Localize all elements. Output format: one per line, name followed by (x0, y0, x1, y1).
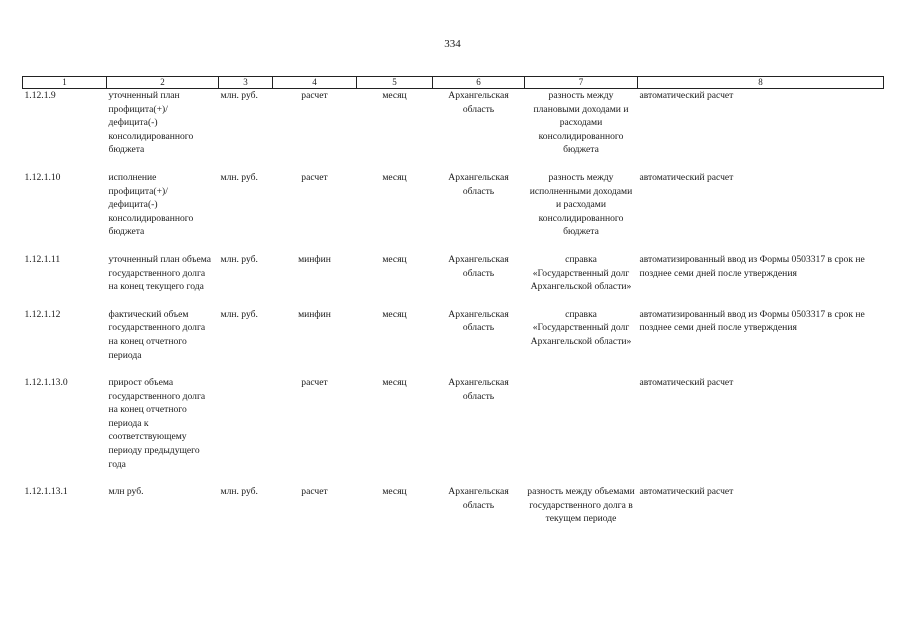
column-number-header: 1 (23, 77, 107, 89)
indicator-period: месяц (382, 308, 407, 320)
indicator-name: млн руб. (108, 486, 144, 498)
indicator-basis: справка «Государственный долг Архангельской области» (530, 308, 632, 347)
indicator-territory: Архангельская область (448, 308, 509, 334)
indicator-unit: млн. руб. (220, 308, 258, 320)
indicator-source: минфин (298, 308, 331, 320)
indicator-code: 1.12.1.13.1 (24, 486, 68, 498)
table-row (23, 485, 884, 526)
column-number-header: 8 (638, 77, 884, 89)
indicator-basis: разность между исполненными доходами и расходами консолидированного бюджета (529, 171, 633, 238)
table-row (23, 253, 884, 294)
indicator-basis (525, 376, 638, 471)
indicator-unit: млн. руб. (220, 486, 258, 498)
indicator-name: исполнение профицита(+)/ дефицита(-) консолидированного бюджета (108, 171, 194, 238)
indicator-name: прирост объема государственного долга на конец отчетного периода к соответствующему периоду предыдущего года (108, 377, 206, 470)
indicator-name: уточненный план объема государственного долга на конец текущего года (108, 253, 212, 293)
indicator-code: 1.12.1.10 (24, 171, 61, 183)
indicator-period: месяц (382, 377, 407, 389)
indicator-period: месяц (382, 90, 407, 101)
indicator-name: уточненный план профицита(+)/ дефицита(-) консолидированного бюджета (108, 90, 194, 156)
indicator-unit: млн. руб. (220, 90, 258, 101)
indicator-territory: Архангельская область (448, 171, 509, 197)
table-row (23, 308, 884, 362)
indicator-code: 1.12.1.12 (24, 308, 61, 320)
indicator-name: фактический объем государственного долга на конец отчетного периода (108, 308, 206, 361)
column-number-header: 3 (219, 77, 273, 89)
indicator-territory: Архангельская область (448, 377, 509, 402)
indicator-territory: Архангельская область (448, 486, 509, 511)
indicator-basis: справка «Государственный долг Архангельской области» (530, 253, 632, 293)
indicator-unit (219, 376, 273, 471)
indicator-source: расчет (301, 486, 328, 498)
indicator-method: автоматический расчет (639, 486, 734, 498)
indicator-code: 1.12.1.11 (24, 253, 61, 265)
indicator-unit: млн. руб. (220, 253, 258, 265)
indicator-period: месяц (382, 171, 407, 183)
indicator-period: месяц (382, 486, 407, 498)
table-row (23, 171, 884, 239)
indicator-unit: млн. руб. (220, 171, 258, 183)
indicator-table (22, 76, 884, 526)
indicator-method: автоматический расчет (639, 377, 734, 389)
indicator-method: автоматический расчет (639, 90, 734, 101)
indicator-basis: разность между плановыми доходами и расходами консолидированного бюджета (533, 90, 629, 156)
column-number-header: 2 (107, 77, 219, 89)
indicator-source: расчет (301, 90, 328, 101)
column-number-header: 4 (273, 77, 357, 89)
indicator-period: месяц (382, 253, 407, 265)
indicator-source: расчет (301, 377, 328, 389)
indicator-code: 1.12.1.13.0 (24, 377, 68, 389)
column-number-header: 5 (357, 77, 433, 89)
page-number: 334 (444, 38, 461, 50)
column-number-header: 6 (433, 77, 525, 89)
table-row (23, 376, 884, 471)
indicator-method: автоматизированный ввод из Формы 0503317 в срок не позднее семи дней после утверждения (639, 308, 865, 334)
indicator-source: минфин (298, 253, 331, 265)
indicator-territory: Архангельская область (448, 253, 509, 279)
indicator-basis: разность между объемами государственного долга в текущем периоде (527, 486, 635, 525)
column-number-row (23, 77, 884, 89)
indicator-source: расчет (301, 171, 328, 183)
indicator-method: автоматизированный ввод из Формы 0503317 в срок не позднее семи дней после утверждения (639, 253, 865, 279)
indicator-territory: Архангельская область (448, 90, 509, 115)
column-number-header: 7 (525, 77, 638, 89)
table-row (23, 89, 884, 157)
indicator-method: автоматический расчет (639, 171, 734, 183)
indicator-code: 1.12.1.9 (24, 90, 56, 101)
